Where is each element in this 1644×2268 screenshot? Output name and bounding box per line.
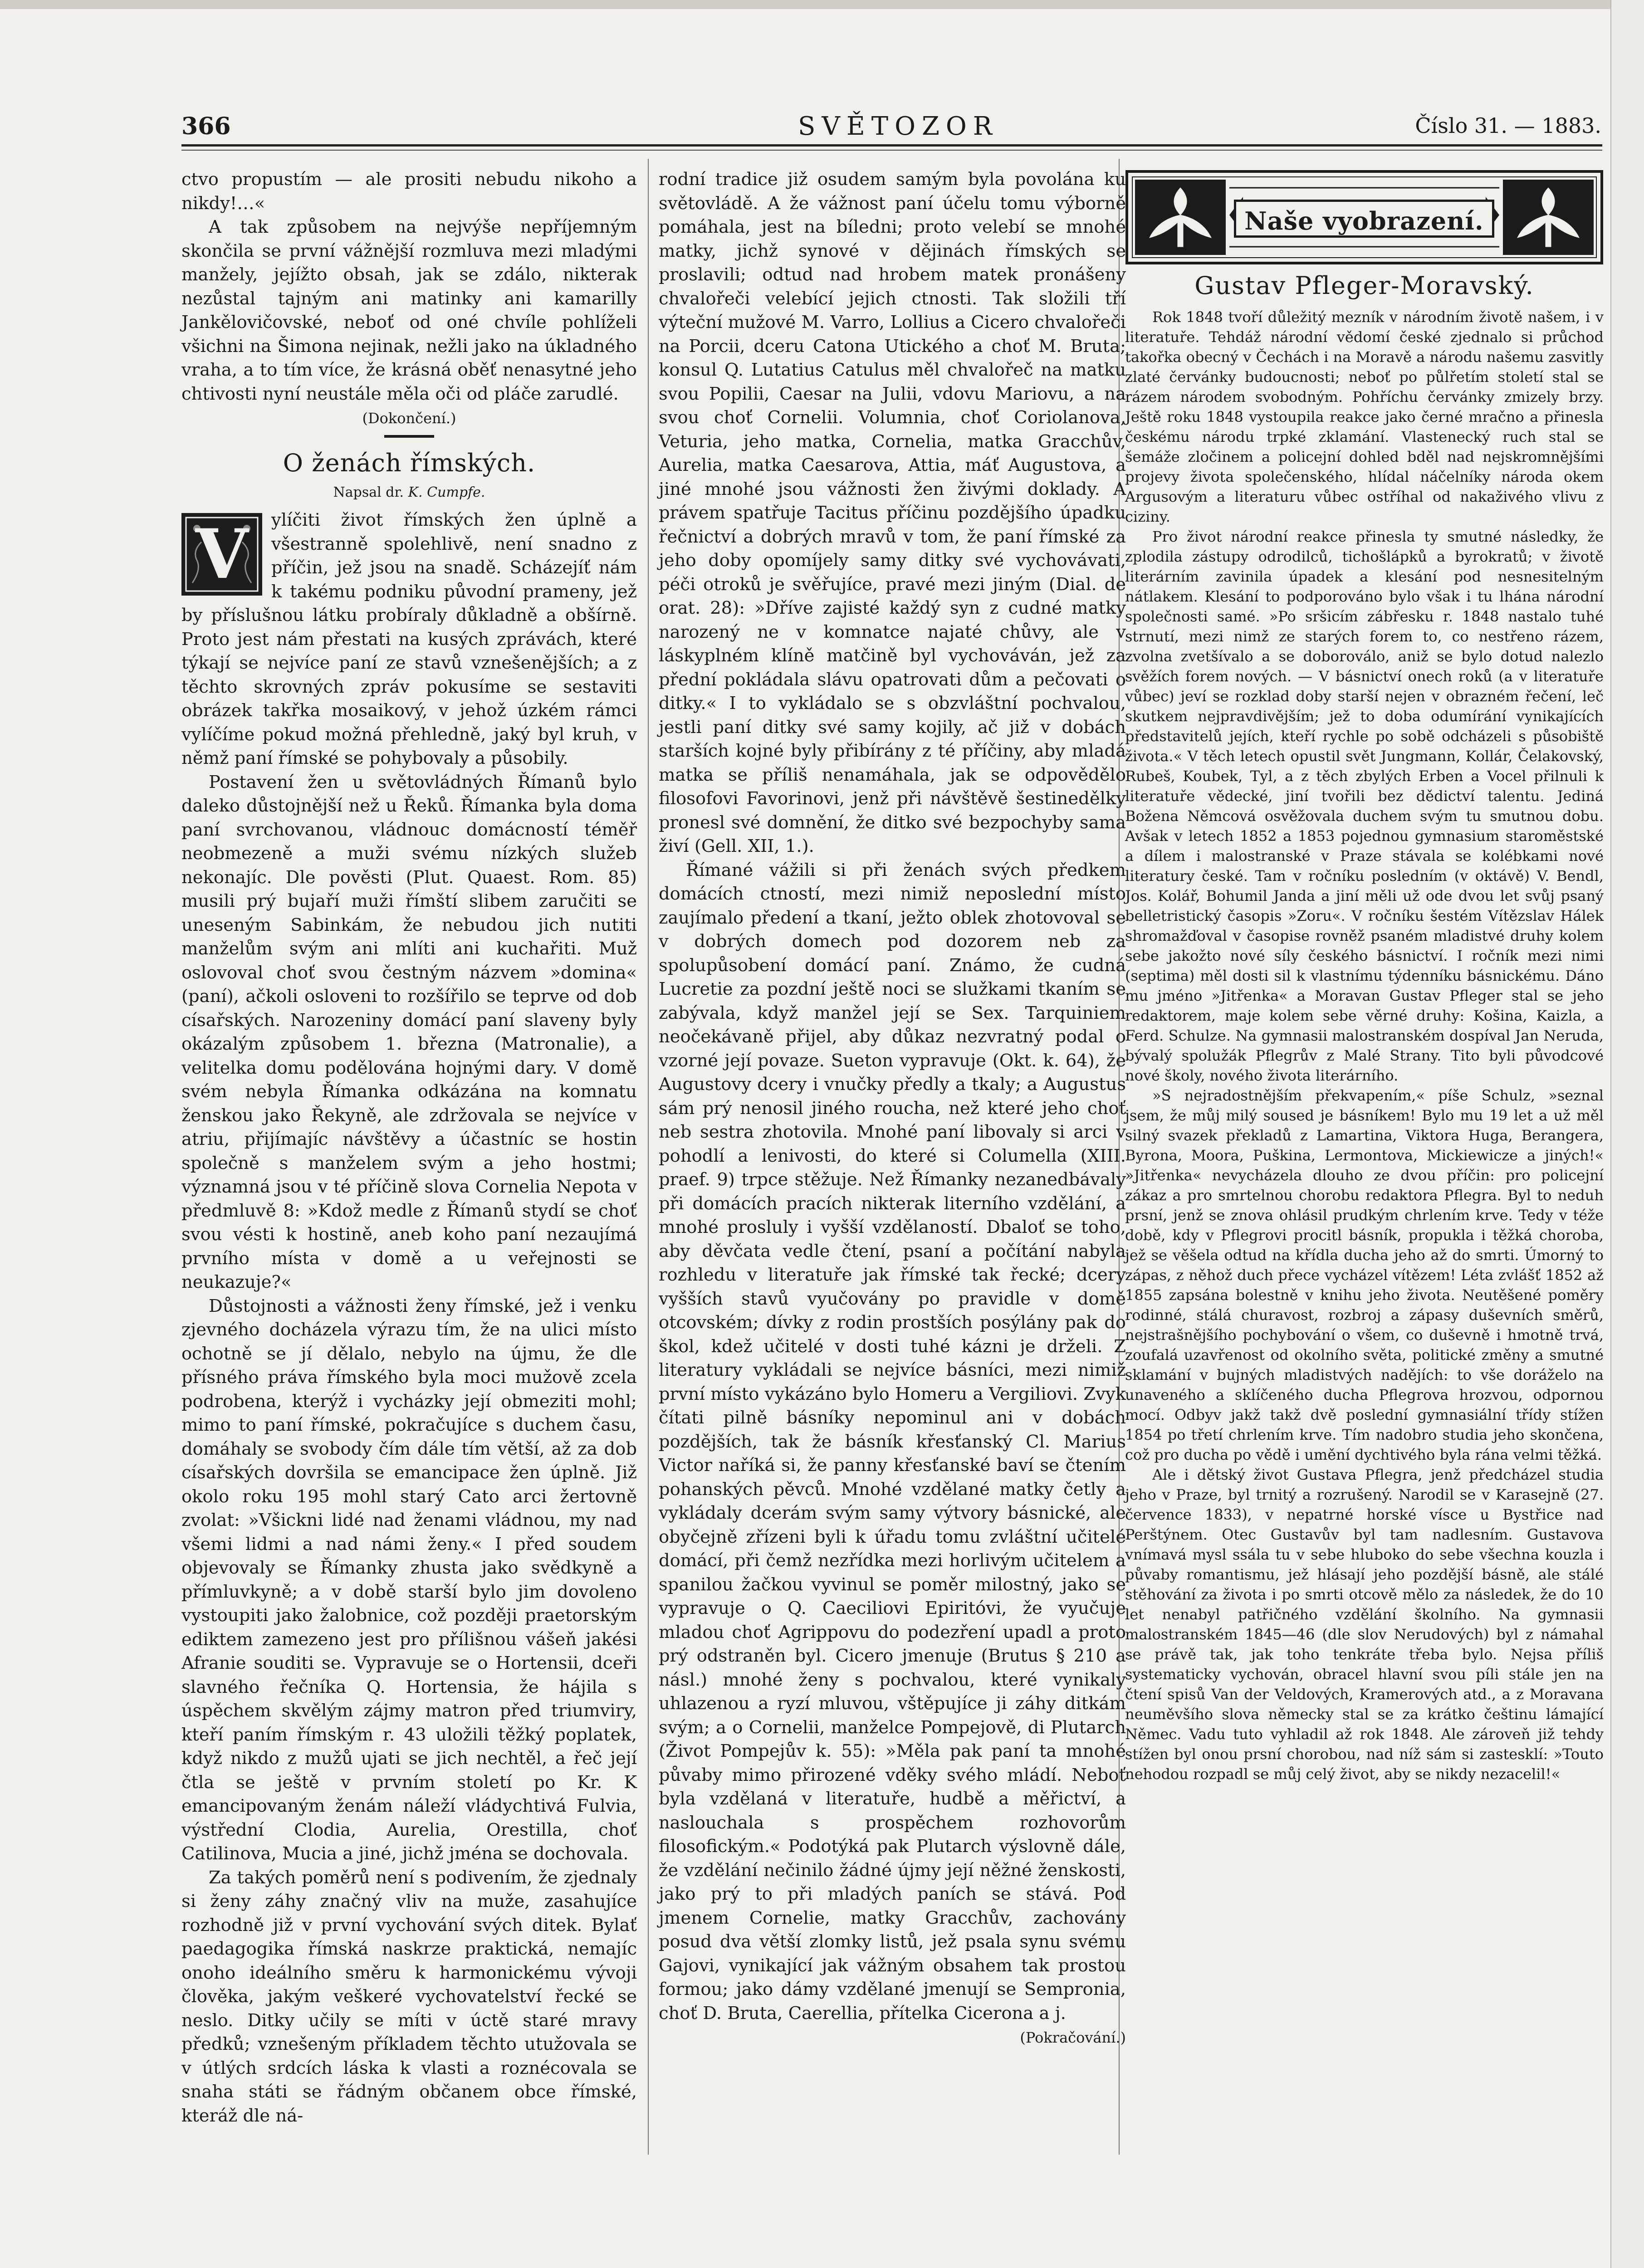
column-2 [659, 168, 1126, 2051]
issue-number: Číslo 31. — 1883. [1415, 113, 1601, 138]
article-paragraph: Postavení žen u světovládných Římanů bylo daleko důstojnější než u Řeků. Římanka byla doma paní svrchovanou, vládnouc domácností téměř neobmezeně a muži svému nízkých služeb nekonajíc. Dle pověsti (Plut. Quaest. Rom. 85) musili prý bujaří muži římští slibem zaručiti se uneseným Sabinkám, že nebudou jich nutiti manželům svým ani mlíti ani kuchařiti. Muž oslovoval choť svou čestným názvem »domina« (paní), ačkoli osloveni to rozšířilo se teprve od dob císařských. Narozeniny domácí paní slaveny byly okázalým způsobem 1. března (Matronalie), a velitelka domu podělována hojnými dary. V domě svém nebyla Římanka odkázána na komnatu ženskou jako Řekyně, ale zdržovala se nejvíce v atriu, přijímajíc návštěvy a účastníc se hostin společně s manželem svým a jeho hostmi; významná jsou v té příčině slova Cornelia Nepota v předmluvě 8: »Kdož medle z Římanů stydí se choť svou vésti k hostině, aneb koho paní nezaujímá prvního místa v domě a u veřejnosti se neukazuje?« [181, 772, 637, 1292]
header-rule-thin [181, 150, 1602, 151]
next-page-edge [1611, 0, 1644, 2268]
article-paragraph: rodní tradice již osudem samým byla povolána ku světovládě. A že vážnost paní účelu tomu výborně pomáhala, jest na bíledni; proto velebí se mnohé matky, jichž synové v dějinách římských se proslavili; odtud nad hrobem matek pronášeny chvalořeči velebící jejich ctnosti. Tak složili tří výteční mužové M. Varro, Lollius a Cicero chvalořeči na Porcii, dceru Catona Utického a choť M. Bruta; konsul Q. Lutatius Catulus měl chvalořeč na matku svou Popilii, Caesar na Julii, vdovu Mariovu, a na svou choť Cornelii. Volumnia, choť Coriolanova, Veturia, jeho matka, Cornelia, matka Gracchův, Aurelia, matka Caesarova, Attia, máť Augustova, a jiné mnohé jsou vážnosti žen živými doklady. A právem spatřuje Tacitus příčinu pozdějšího úpadku řečnictví a dobrých mravů v tom, že paní římské za jeho doby opomíjely samy ditky své vychovávati, péči otroků je svěřujíce, pravé mezi jiným (Dial. de orat. 28): »Dříve zajisté každý syn z cudné matky narozený ne v komnatce najaté chůvy, ale v láskyplném klíně matčině byl vychováván, jež za přední pokládala slávu opatrovati dům a pečovati o ditky.« I to vykládalo se s obzvláštní pochvalou, jestli paní ditky své samy kojily, ač již v dobách starších kojné byly přibírány z té příčiny, aby mladá matka se příliš nenamáhala, jak se odpovědělo filosofovi Favorinovi, jenž při návštěvě šestinedělky pronesl své domnění, že ditko své bezpochyby sama živí (Gell. XII, 1.). [659, 169, 1126, 856]
article-paragraph: Za takých poměrů není s podivením, že zjednaly si ženy záhy značný vliv na muže, zasahujíce rozhodně již v první vychování svých ditek. Bylať paedagogika římská naskrze praktická, nemajíc onoho ideálního směru k harmonickému vývoji člověka, jakým veškeré vychovatelství řecké se neslo. Ditky učily se míti v úctě staré mravy předků; vznešeným příkladem těchto utužovala se v útlých srdcích láska k vlasti a roznécovala se snaha státi se řádným občanem obce římské, kteráž dle ná- [181, 1867, 637, 2126]
column-1 [181, 168, 637, 2128]
article-title: O ženách římských. [283, 449, 536, 477]
article-paragraph: ylíčiti život římských žen úplně a všestranně spolehlivě, není snadno z příčin, jež jsou na snadě. Scházejíť nám k takému podniku původní prameny, jež by příslušnou látku probíraly důkladně a obšírně. Proto jest nám přestati na kusých zprávách, které týkají se nejvíce paní ze stavů vznešenějších; a z těchto skrovných zpráv pokusíme se sestaviti obrázek takřka mosaikový, v jehož úzkém rámci vylíčíme pokud možná přehledně, jaký byl kruh, v němž paní římské se pohybovaly a působily. [181, 510, 637, 768]
header-rule-thick [181, 144, 1602, 147]
article-title: Gustav Pfleger-Moravský. [1194, 271, 1534, 300]
column-3 [1125, 168, 1604, 1784]
article-paragraph: Ale i dětský život Gustava Pflegra, jenž předcházel studia jeho v Praze, byl trnitý a rozrušený. Narodil se v Karasejně (27. července 1833), v nepatrné horské vísce u Bystřice nad Perštýnem. Otec Gustavův byl tam nadlesním. Gustavova vnímavá mysl ssála tu v sebe hluboko do sebe všechna kouzla i půvaby romantismu, jež hlásají jeho pozdější básně, ale stálé stěhování za života i po smrti otcově mělo za následek, že do 10 let nenabyl patřičného vzdělání školního. Na gymnasii malostranském 1845—46 (dle slov Nerudových) byl z námahal se právě tak, jak toho tenkráte třeba bylo. Nejsa příliš systematicky vychován, obracel hlavní svou píli stále jen na čtení spisů Van der Veldových, Kramerových atd., a z Moravana neuměvšího slova německy stal se za krátko češtinu lámající Němec. Vadu tuto vyhladil až rok 1848. Ale zároveň již tehdy stížen byl onou prsní chorobou, nad níž sám si zastesklí: »Touto nehodou rozpadl se můj celý život, aby se nikdy nezacelil!« [1125, 1466, 1604, 1783]
article-paragraph: Důstojnosti a vážnosti ženy římské, jež i venku zjevného docházela výrazu tím, že na ulici místo ochotně se jí dělalo, nebylo na újmu, že dle přísného práva římského byla moci mužově zcela podrobena, kterýž i vycházky její obmeziti mohl; mimo to paní římské, pokračujíce s duchem času, domáhaly se svobody čím dále tím větší, až za dob císařských dovršila se emancipace žen úplně. Již okolo roku 195 mohl starý Cato arci žertovně zvolat: »Všickni lidé nad ženami vládnou, my nad všemi lidmi a nad námi ženy.« I před soudem objevovaly se Římanky zhusta jako svědkyně a přímluvkyně; a v době starší bylo jim dovoleno vystoupiti jako žalobnice, což později praetorským ediktem zamezeno jest pro přílišnou vášeň jakési Afranie souditi se. Vypravuje se o Hortensii, dceři slavného řečníka Q. Hortensia, že hájila s úspěchem skvělým zájmy matron před triumviry, kteří paním římským r. 43 uložili těžký poplatek, když nikdo z mužů ujati se jich nechtěl, a řeč její čtla se ještě v prvním století po Kr. K emancipovaným ženám náleží vládychtivá Fulvia, výstřední Clodia, Aurelia, Orestilla, choť Catilinova, Mucia a jiné, jichž jména se dochovala. [181, 1295, 637, 1864]
continuation-text: ctvo propustím — ale prositi nebudu nikoho a nikdy!…« [181, 169, 637, 214]
page-header [181, 107, 1601, 143]
dropcap-letter: V [195, 514, 249, 594]
article-byline [181, 484, 637, 500]
section-banner [1125, 170, 1604, 265]
article-paragraph: Římané vážili si při ženách svých předkem domácích ctností, mezi nimiž neposlední místo zaujímalo předení a tkaní, ježto oblek zhotovoval se v dobrých domech pod dozorem neb za spolupůsobení domácí paní. Známo, že cudná Lucretie za pozdní ještě noci se služkami tkaním se zabývala, když manžel její se Sex. Tarquiniem neočekávaně přijel, aby důkaz nezvratný podal o vzorné její povaze. Sueton vypravuje (Okt. k. 64), že Augustovy dcery i vnučky předly a tkaly; a Augustus sám prý nenosil jiného roucha, než které jeho choť neb sestra zhotovila. Mnohé paní libovaly si arci v pohodlí a lenivosti, do které si Columella (XIII. praef. 9) trpce stěžuje. Než Římanky nezanedbávaly při domácích pracích nikterak literního vzdělání, a mnohé prosluly i vyšší vzdělaností. Dbaloť se toho, aby děvčata vedle čtení, psaní a počítání nabyla rozhledu v literatuře jak římské tak řecké; dcery vyšších stavů vyučovány po pravidle v domě otcovském; dívky z rodin prostších posýlány pak do škol, kdež učitelé v dosti tuhé kázni je drželi. Z literatury vykládali se nejvíce básníci, mezi nimiž první místo vykázáno bylo Homeru a Vergiliovi. Zvyk čítati pilně básníky nepominul ani v dobách pozdějších, tak že básník křesťanský Cl. Marius Victor naříká si, že panny křesťanské baví se čtením pohanských pěvců. Mnohé vzdělané matky četly a vykládaly dcerám svým samy výtvory básnické, ale obyčejně zřízeni byli k úřadu tomu zvláštní učitelé domácí, při čemž nezřídka mezi horlivým učitelem a spanilou žačkou vyvinul se poměr milostný, jako se vypravuje o Q. Caeciliovi Epiritóvi, že vyučuje mladou choť Agrippovu do podezření upadl a proto prý odstraněn byl. Cicero jmenuje (Brutus § 210 a násl.) mnohé ženy s pochvalou, které vynikaly uhlazenou a ryzí mluvou, vštěpujíce ji záhy ditkám svým; a o Cornelii, manželce Pompejově, di Plutarch (Život Pompejův k. 55): »Měla pak paní ta mnohé půvaby mimo přirozené vděky svého mládí. Neboť byla vzdělaná v literatuře, hudbě a měřictví, a naslouchala s prospěchem rozhovorům filosofickým.« Podotýká pak Plutarch výslovně dále, že vzdělání nečinilo žádné újmy její něžné ženskosti, jako prý to při mladých paních se stává. Pod jmenem Cornelie, matky Gracchův, zachovány posud dva větší zlomky listů, jež psala synu svému Gajovi, vynikající jak vážným obsahem tak prostou formou; jako dámy vzdělané jmenují se Sempronia, choť D. Bruta, Caerellia, přítelka Cicerona a j. [659, 860, 1126, 2024]
dropcap-ornament [181, 513, 262, 596]
byline-prefix: Napsal dr. [333, 484, 408, 500]
continuation-text: A tak způsobem na nejvýše nepříjemným skončila se první vážnější rozmluva mezi mladými manžely, jejížto obsah, jak se zdálo, nikterak nezůstal tajným ani matinky ani kamarilly Jankělovičovské, neboť od oné chvíle pohlíželi všichni na Šimona nejinak, nežli jako na úkladného vraha, a to tím více, že krásná oběť nenasytné jeho chtivosti nyní neustále měla oči od pláče zarudlé. [181, 217, 637, 404]
continuation-signoff: (Dokončení.) [362, 410, 456, 427]
article-paragraph: »S nejradostnějším překvapením,« píše Schulz, »seznal jsem, že můj milý soused je básníkem! Bylo mu 19 let a už měl silný svazek překladů z Lamartina, Viktora Huga, Berangera, Byrona, Moora, Puškina, Lermontova, Mickiewicze a jiných!« »Jitřenka« nevycházela dlouho ze dvou příčin: pro policejní zákaz a pro smrtelnou chorobu redaktora Pflegra. Byl to neduh prsní, jenž se znova ohlásil prudkým chrlením krve. Tedy v téže době, kdy v Pflegrovi procitl básník, propukla i těžká choroba, jež se věšela odtud na křídla ducha jeho až do smrti. Úmorný to zápas, z něhož duch přece vycházel vítězem! Léta zvlášť 1852 až 1855 zapsána bolestně v knihu jeho života. Neutěšené poměry rodinné, stálá churavost, rozbroj a zápasy duševních směrů, nejstrašnějšího pochybování o všem, co duševně i hmotně trvá, zoufalá uzavřenost od okolního světa, politické změny a smutné sklamání v bujných mladistvých nadějích: to vše doráželo na unaveného a sklíčeného ducha Pflegrova hrozvou, odpornou mocí. Odbyv jakž takž dvě poslední gymnasiální třídy stížen 1854 po třetí chrlením krve. Tím nadobro studia jeho skončena, což pro ducha po vědě i umění dychtivého byla rána velmi těžká. [1125, 1087, 1604, 1463]
section-separator [384, 435, 434, 438]
scan-top-edge [0, 0, 1644, 9]
column-divider [648, 159, 649, 2155]
article-paragraph: Rok 1848 tvoří důležitý mezník v národním životě našem, i v literatuře. Tehdáž národní vědomí české zjednalo si průchod takořka obecný v Čechách i na Moravě a národu našemu zasvitly zlaté červánky budoucnosti; neboť po půlřetím století stal se rázem národem svobodným. Pohříchu červánky zmizely brzy. Ještě roku 1848 vystoupila reakce jako černé mračno a přinesla českému národu trpké zklamání. Vlastenecký ruch stal se šemáže zločinem a policejní dohled bděl nad nejskromnějšími projevy života společenského, hlídal náčelníky národa okem Argusovým a literaturu vůbec ostříhal od nakaživého vlivu z ciziny. [1125, 308, 1604, 525]
article-signoff: (Pokračování.) [1020, 2029, 1126, 2046]
magazine-title: SVĚTOZOR [798, 112, 998, 141]
article-paragraph: Pro život národní reakce přinesla ty smutné následky, že zplodila zástupy odrodilců, tichošlápků a byrokratů; v životě literárním zavinila úpadek a klesání pod nesnesitelným nátlakem. Klesání to podporováno bylo však i tu lhána národní společnosti samé. »Po sršicím zábřesku r. 1848 nastalo tuhé strnutí, mezi nimž ze starých forem to, co nestřeno rázem, zvolna zvetšívalo a se doboroválo, aniž se bylo dotud nalezlo svěžích forem nových. — V básnictví onech roků (a v literatuře vůbec) jeví se rozklad doby starší nejen v obrazném řečení, leč skutkem nejpravdivějším; jež to doba odumírání vynikajících představitelů jejích, kteří rychle po sobě odcházeli s působiště života.« V těch letech opustil svět Jungmann, Kollár, Čelakovský, Rubeš, Koubek, Tyl, a z těch zbylých Erben a Vocel přilnuli k literatuře vědecké, jiní tvořili bez dědictví talentu. Jediná Božena Němcová osvěžovala duchem svým tu smutnou dobu. Avšak v letech 1852 a 1853 pojednou gymnasium staroměstské a dílem i malostranské v Praze stávala se kolébkami nové literatury české. Tam v ročníku posledním (v oktávě) V. Bendl, Jos. Kolář, Bohumil Janda a jiní měli už ode dvou let svůj psaný belletristický časopis »Zoru«. V ročníku šestém Vítězslav Hálek shromažďoval v časopise rovněž psaném mladistvé druhy kolem sebe jakožto nové síly českého básnictví. I ročník mezi nimi (septima) měl dosti sil k vlastnímu týdenníku básnickému. Dáno mu jméno »Jitřenka« a Moravan Gustav Pfleger stal se jeho redaktorem, maje kolem sebe věrné druhy: Košina, Kaizla, a Ferd. Schulze. Na gymnasii malostranském dospíval Jan Neruda, bývalý spolužák Pflegrův z Malé Strany. Tito byli původcové nové školy, nového života literárního. [1125, 528, 1604, 1084]
byline-author: K. Cumpfe. [408, 484, 485, 500]
page-number: 366 [181, 112, 231, 140]
section-title: Naše vyobrazení. [1234, 200, 1494, 238]
